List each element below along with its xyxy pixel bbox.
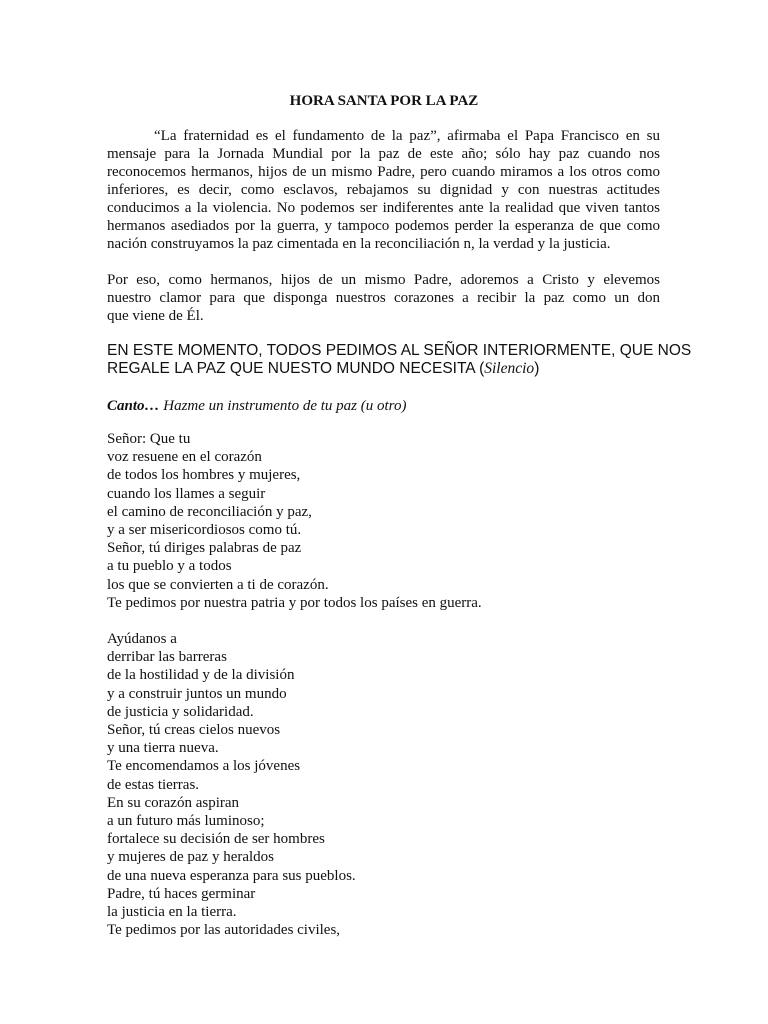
instruction-text: REGALE LA PAZ QUE NUESTO MUNDO NECESITA ( [107, 360, 485, 377]
verse-line: y a ser misericordiosos como tú. [107, 522, 302, 539]
verse-line: Ayúdanos a [107, 631, 177, 647]
prayer-stanza-1 [107, 430, 667, 612]
verse-line: de la hostilidad y de la división [107, 667, 295, 684]
canto-label: Canto… [107, 398, 160, 414]
canto-line [107, 397, 667, 415]
paragraph-line: nuestro clamor para que disponga nuestros corazones a recibir la paz como un don [107, 290, 660, 306]
verse-line: Padre, tú haces germinar [107, 885, 256, 902]
paragraph-line: reconocemos hermanos, hijos de un mismo Padre, pero cuando miramos a los otros como [107, 164, 660, 180]
paragraph-line: que viene de Él. [107, 308, 204, 324]
canto-title: Hazme un instrumento de tu paz (u otro) [163, 398, 407, 414]
verse-line: fortalece su decisión de ser hombres [107, 831, 325, 848]
verse-line: En su corazón aspiran [107, 794, 240, 811]
paragraph-line: mensaje para la Jornada Mundial por la paz de este año; sólo hay paz cuando nos [107, 146, 660, 162]
intro-paragraph [107, 127, 660, 253]
silence-instruction [107, 342, 692, 378]
verse-line: a un futuro más luminoso; [107, 813, 265, 830]
verse-line: de todos los hombres y mujeres, [107, 467, 301, 484]
verse-line: Señor, tú creas cielos nuevos [107, 722, 281, 739]
verse-line: derribar las barreras [107, 649, 227, 666]
verse-line: Señor: Que tu [107, 431, 191, 447]
document-title: HORA SANTA POR LA PAZ [289, 93, 479, 109]
verse-line: de estas tierras. [107, 776, 200, 793]
verse-line: Señor, tú diriges palabras de paz [107, 540, 302, 557]
verse-line: Te encomendamos a los jóvenes [107, 758, 301, 775]
verse-line: el camino de reconciliación y paz, [107, 503, 312, 520]
verse-line: Te pedimos por las autoridades civiles, [107, 922, 341, 939]
paragraph-line: conducimos a la violencia. No podemos ser indiferentes ante la realidad que viven tantos [107, 200, 660, 216]
paragraph-line: nación construyamos la paz cimentada en la reconciliación n, la verdad y la justicia. [107, 236, 611, 252]
paragraph-line: inferiores, es decir, como esclavos, rebajamos su dignidad y con nuestras actitudes [107, 182, 660, 198]
instruction-line-2 [107, 360, 667, 378]
verse-line: Te pedimos por nuestra patria y por todos los países en guerra. [107, 594, 482, 611]
verse-line: de justicia y solidaridad. [107, 703, 254, 720]
verse-line: de una nueva esperanza para sus pueblos. [107, 867, 356, 884]
instruction-close: ) [534, 360, 540, 377]
verse-line: los que se convierten a ti de corazón. [107, 576, 329, 593]
paragraph-line: hermanos asediados por la guerra, y tampoco podemos perder la esperanza de que como [107, 218, 660, 234]
prayer-stanza-2 [107, 630, 667, 939]
verse-line: la justicia en la tierra. [107, 904, 237, 921]
instruction-line: EN ESTE MOMENTO, TODOS PEDIMOS AL SEÑOR INTERIORMENTE, QUE NOS [107, 342, 692, 359]
verse-line: a tu pueblo y a todos [107, 558, 232, 575]
verse-line: y a construir juntos un mundo [107, 685, 287, 702]
verse-line: y una tierra nueva. [107, 740, 219, 757]
second-paragraph [107, 271, 660, 325]
verse-line: voz resuene en el corazón [107, 449, 262, 466]
paragraph-line: Por eso, como hermanos, hijos de un mismo Padre, adoremos a Cristo y elevemos [107, 272, 660, 288]
paragraph-line: “La fraternidad es el fundamento de la paz”, afirmaba el Papa Francisco en su [154, 128, 660, 144]
verse-line: y mujeres de paz y heraldos [107, 849, 275, 866]
verse-line: cuando los llames a seguir [107, 485, 266, 502]
silence-label: Silencio [484, 360, 535, 377]
